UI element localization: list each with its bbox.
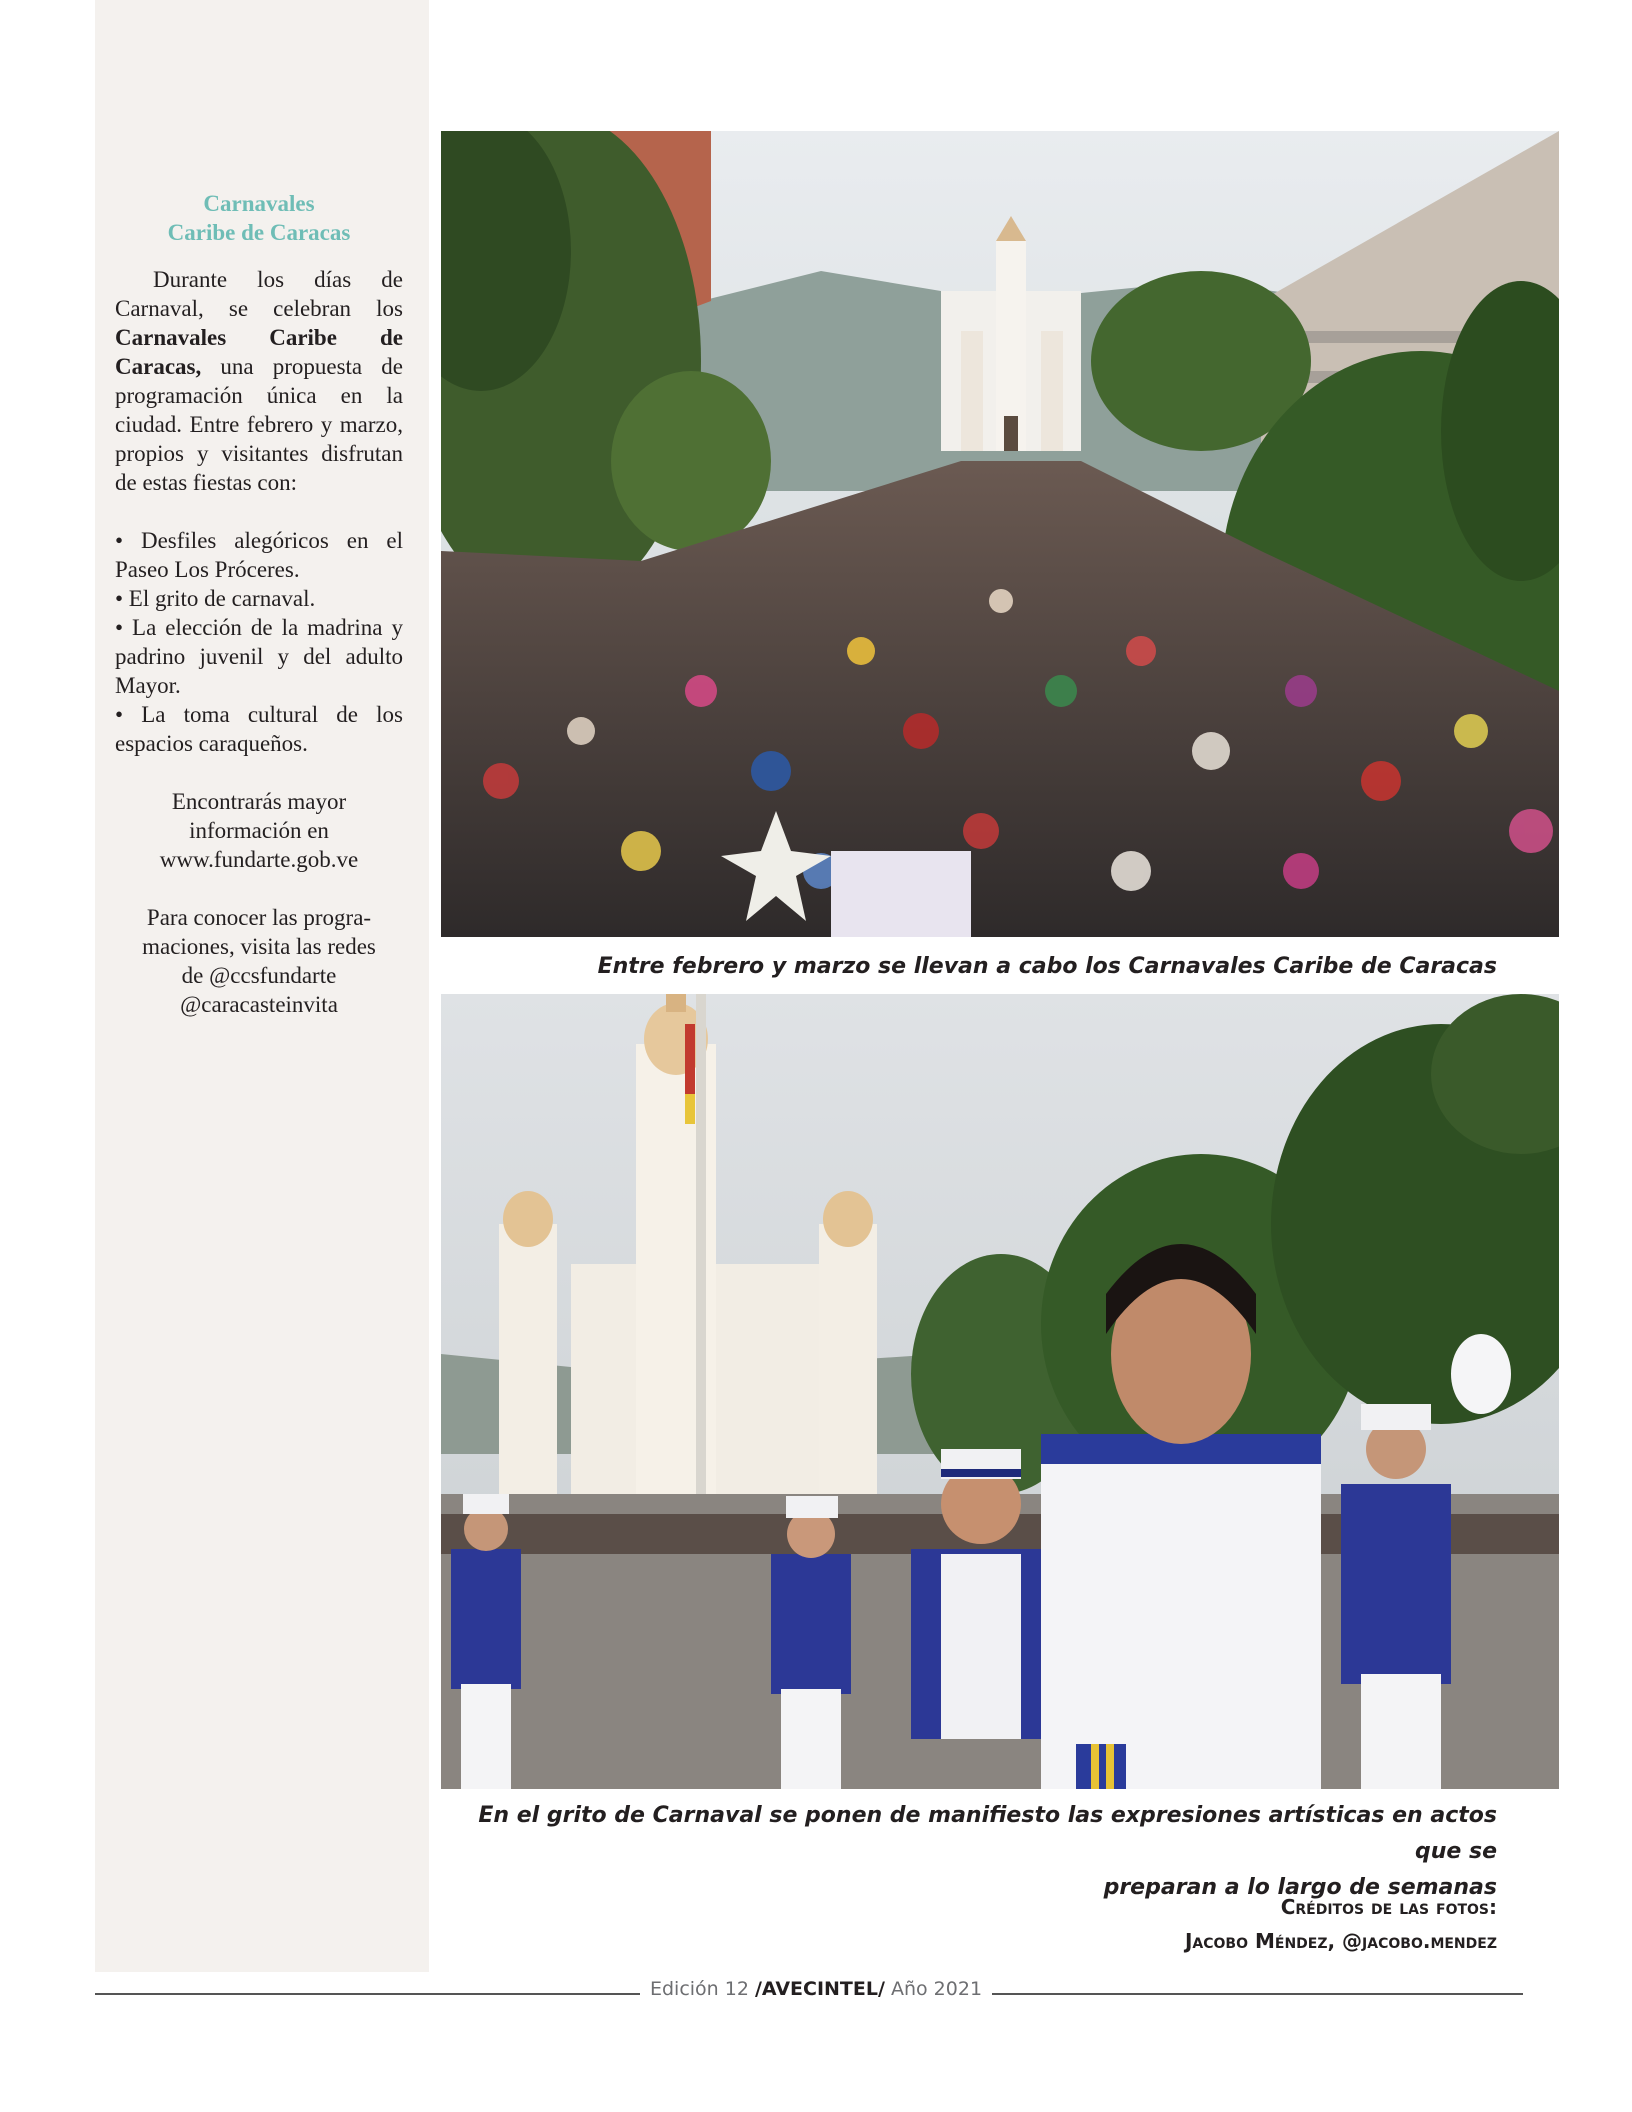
carnival-crowd-photo (441, 131, 1559, 937)
sidebar-panel (95, 0, 429, 1972)
sidebar-title-line1: Carnavales (203, 191, 315, 216)
intro-text-end: una propuesta de programación única en la ciudad. Entre febrero y marzo, propios y visitantes disfrutan de estas fiestas con: (115, 354, 403, 495)
website-link[interactable]: www.fundarte.gob.ve (159, 847, 359, 872)
list-item: • Desfiles alegóricos en el Paseo Los Próceres. (115, 528, 403, 582)
social-handle: @caracasteinvita (180, 992, 338, 1017)
info-block (115, 787, 403, 874)
credits-heading: Créditos de las fotos: (1280, 1895, 1497, 1919)
footer-label (640, 1978, 992, 2000)
social-handle: de @ccsfundarte (181, 963, 337, 988)
page-footer (0, 1978, 1632, 2000)
sidebar-content (115, 189, 403, 1019)
photo2-caption-line2: preparan a lo largo de semanas (1103, 1875, 1497, 1900)
credits-author: Jacobo Méndez, @jacobo.mendez (1184, 1929, 1497, 1953)
sidebar-intro (115, 265, 403, 497)
info-line: información en (189, 818, 329, 843)
photo1-caption: Entre febrero y marzo se llevan a cabo los Carnavales Caribe de Caracas (597, 954, 1497, 979)
list-item: • La toma cultural de los espacios caraqueños. (115, 702, 403, 756)
list-item: • El grito de carnaval. (115, 586, 316, 611)
footer-magazine: /AVECINTEL/ (754, 1978, 885, 2000)
intro-bold-text: Carnavales Caribe de Caracas, (115, 325, 403, 379)
marching-band-photo (441, 994, 1559, 1789)
social-line: Para conocer las progra- (146, 905, 372, 930)
photo2-caption-line1: En el grito de Carnaval se ponen de manifiesto las expresiones artísticas en actos que se (478, 1803, 1497, 1864)
intro-text: Durante los días de Carnaval, se celebran los (115, 267, 403, 321)
footer-year: Año 2021 (890, 1978, 983, 2000)
info-line: Encontrarás mayor (171, 789, 347, 814)
list-item: • La elección de la madrina y padrino juvenil y del adulto Mayor. (115, 615, 403, 698)
social-line: maciones, visita las redes (142, 934, 376, 959)
sidebar-title-line2: Caribe de Caracas (167, 220, 351, 245)
footer-edition: Edición 12 (649, 1978, 749, 2000)
social-block (115, 903, 403, 1019)
activities-list (115, 526, 403, 758)
sidebar-title (115, 189, 403, 247)
photo-credits (441, 1890, 1497, 1958)
